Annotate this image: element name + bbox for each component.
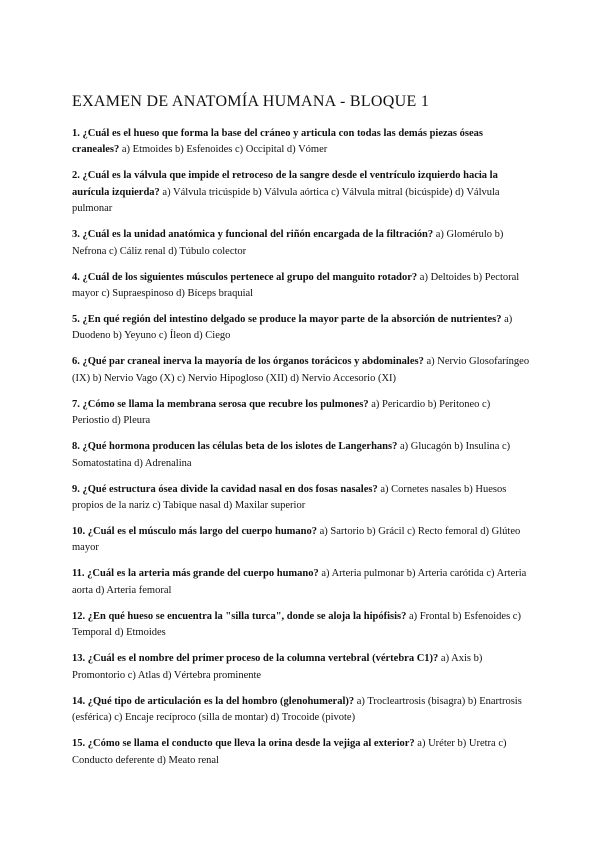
question-answers: a) Pericardio b) Peritoneo c) Periostio d) Pleura [72,398,491,427]
question-answers: a) Sartorio b) Grácil c) Recto femoral d) Glúteo mayor [72,526,521,554]
question-item [72,694,530,727]
question-item [72,354,530,387]
question-answers: a) Trocleartrosis (bisagra) b) Enartrosis (esférica) c) Encaje recíproco (silla de montar) d) Trocoide (pivote) [72,695,522,724]
question-prompt: 3. ¿Cuál es la unidad anatómica y funcional del riñón encargada de la filtración? [72,229,434,241]
question-prompt: 8. ¿Qué hormona producen las células beta de los islotes de Langerhans? [72,441,398,453]
exam-page [72,92,530,779]
question-answers: a) Válvula tricúspide b) Válvula aórtica c) Válvula mitral (bicúspide) d) Válvula pulmonar [72,186,500,215]
question-prompt: 2. ¿Cuál es la válvula que impide el retroceso de la sangre desde el ventrículo izquierdo hacia la aurícula izquierda? [72,170,498,198]
question-answers: a) Duodeno b) Yeyuno c) Íleon d) Ciego [72,314,513,342]
question-item [72,312,530,345]
question-answers: a) Deltoides b) Pectoral mayor c) Supraespinoso d) Bíceps braquial [72,271,520,300]
question-item [72,566,530,599]
question-item [72,439,530,472]
question-prompt: 13. ¿Cuál es el nombre del primer proceso de la columna vertebral (vértebra C1)? [72,653,439,665]
question-prompt: 7. ¿Cómo se llama la membrana serosa que recubre los pulmones? [72,398,369,410]
question-item [72,609,530,642]
question-answers: a) Glomérulo b) Nefrona c) Cáliz renal d) Túbulo colector [72,229,504,257]
question-answers: a) Nervio Glosofaríngeo (IX) b) Nervio Vago (X) c) Nervio Hipogloso (XII) d) Nervio Accesorio (XI) [72,356,530,384]
question-answers: a) Frontal b) Esfenoides c) Temporal d) Etmoides [72,610,521,639]
question-prompt: 9. ¿Qué estructura ósea divide la cavidad nasal en dos fosas nasales? [72,483,378,495]
question-prompt: 14. ¿Qué tipo de articulación es la del hombro (glenohumeral)? [72,695,355,707]
question-prompt: 1. ¿Cuál es el hueso que forma la base del cráneo y articula con todas las demás piezas óseas craneales? [72,128,483,156]
question-item [72,651,530,684]
question-answers: a) Etmoides b) Esfenoides c) Occipital d) Vómer [121,144,328,156]
question-item [72,397,530,430]
question-item [72,126,530,159]
question-answers: a) Axis b) Promontorio c) Atlas d) Vértebra prominente [72,653,483,681]
question-prompt: 15. ¿Cómo se llama el conducto que lleva la orina desde la vejiga al exterior? [72,738,415,750]
question-prompt: 10. ¿Cuál es el músculo más largo del cuerpo humano? [72,526,318,538]
question-prompt: 5. ¿En qué región del intestino delgado se produce la mayor parte de la absorción de nutrientes? [72,314,502,326]
question-answers: a) Arteria pulmonar b) Arteria carótida c) Arteria aorta d) Arteria femoral [72,568,527,596]
question-item [72,736,530,769]
question-item [72,482,530,515]
question-prompt: 11. ¿Cuál es la arteria más grande del cuerpo humano? [72,568,319,580]
question-answers: a) Glucagón b) Insulina c) Somatostatina d) Adrenalina [72,441,511,469]
question-item [72,270,530,303]
question-prompt: 4. ¿Cuál de los siguientes músculos pertenece al grupo del manguito rotador? [72,271,418,283]
question-prompt: 6. ¿Qué par craneal inerva la mayoría de los órganos torácicos y abdominales? [72,356,424,368]
question-prompt: 12. ¿En qué hueso se encuentra la "silla turca", donde se aloja la hipófisis? [72,610,407,622]
page-title: EXAMEN DE ANATOMÍA HUMANA - BLOQUE 1 [72,93,430,110]
question-item [72,524,530,557]
question-list [72,126,530,769]
question-answers: a) Uréter b) Uretra c) Conducto deferente d) Meato renal [72,738,507,766]
question-item [72,168,530,217]
question-item [72,227,530,260]
question-answers: a) Cornetes nasales b) Huesos propios de la nariz c) Tabique nasal d) Maxilar superior [72,483,507,512]
